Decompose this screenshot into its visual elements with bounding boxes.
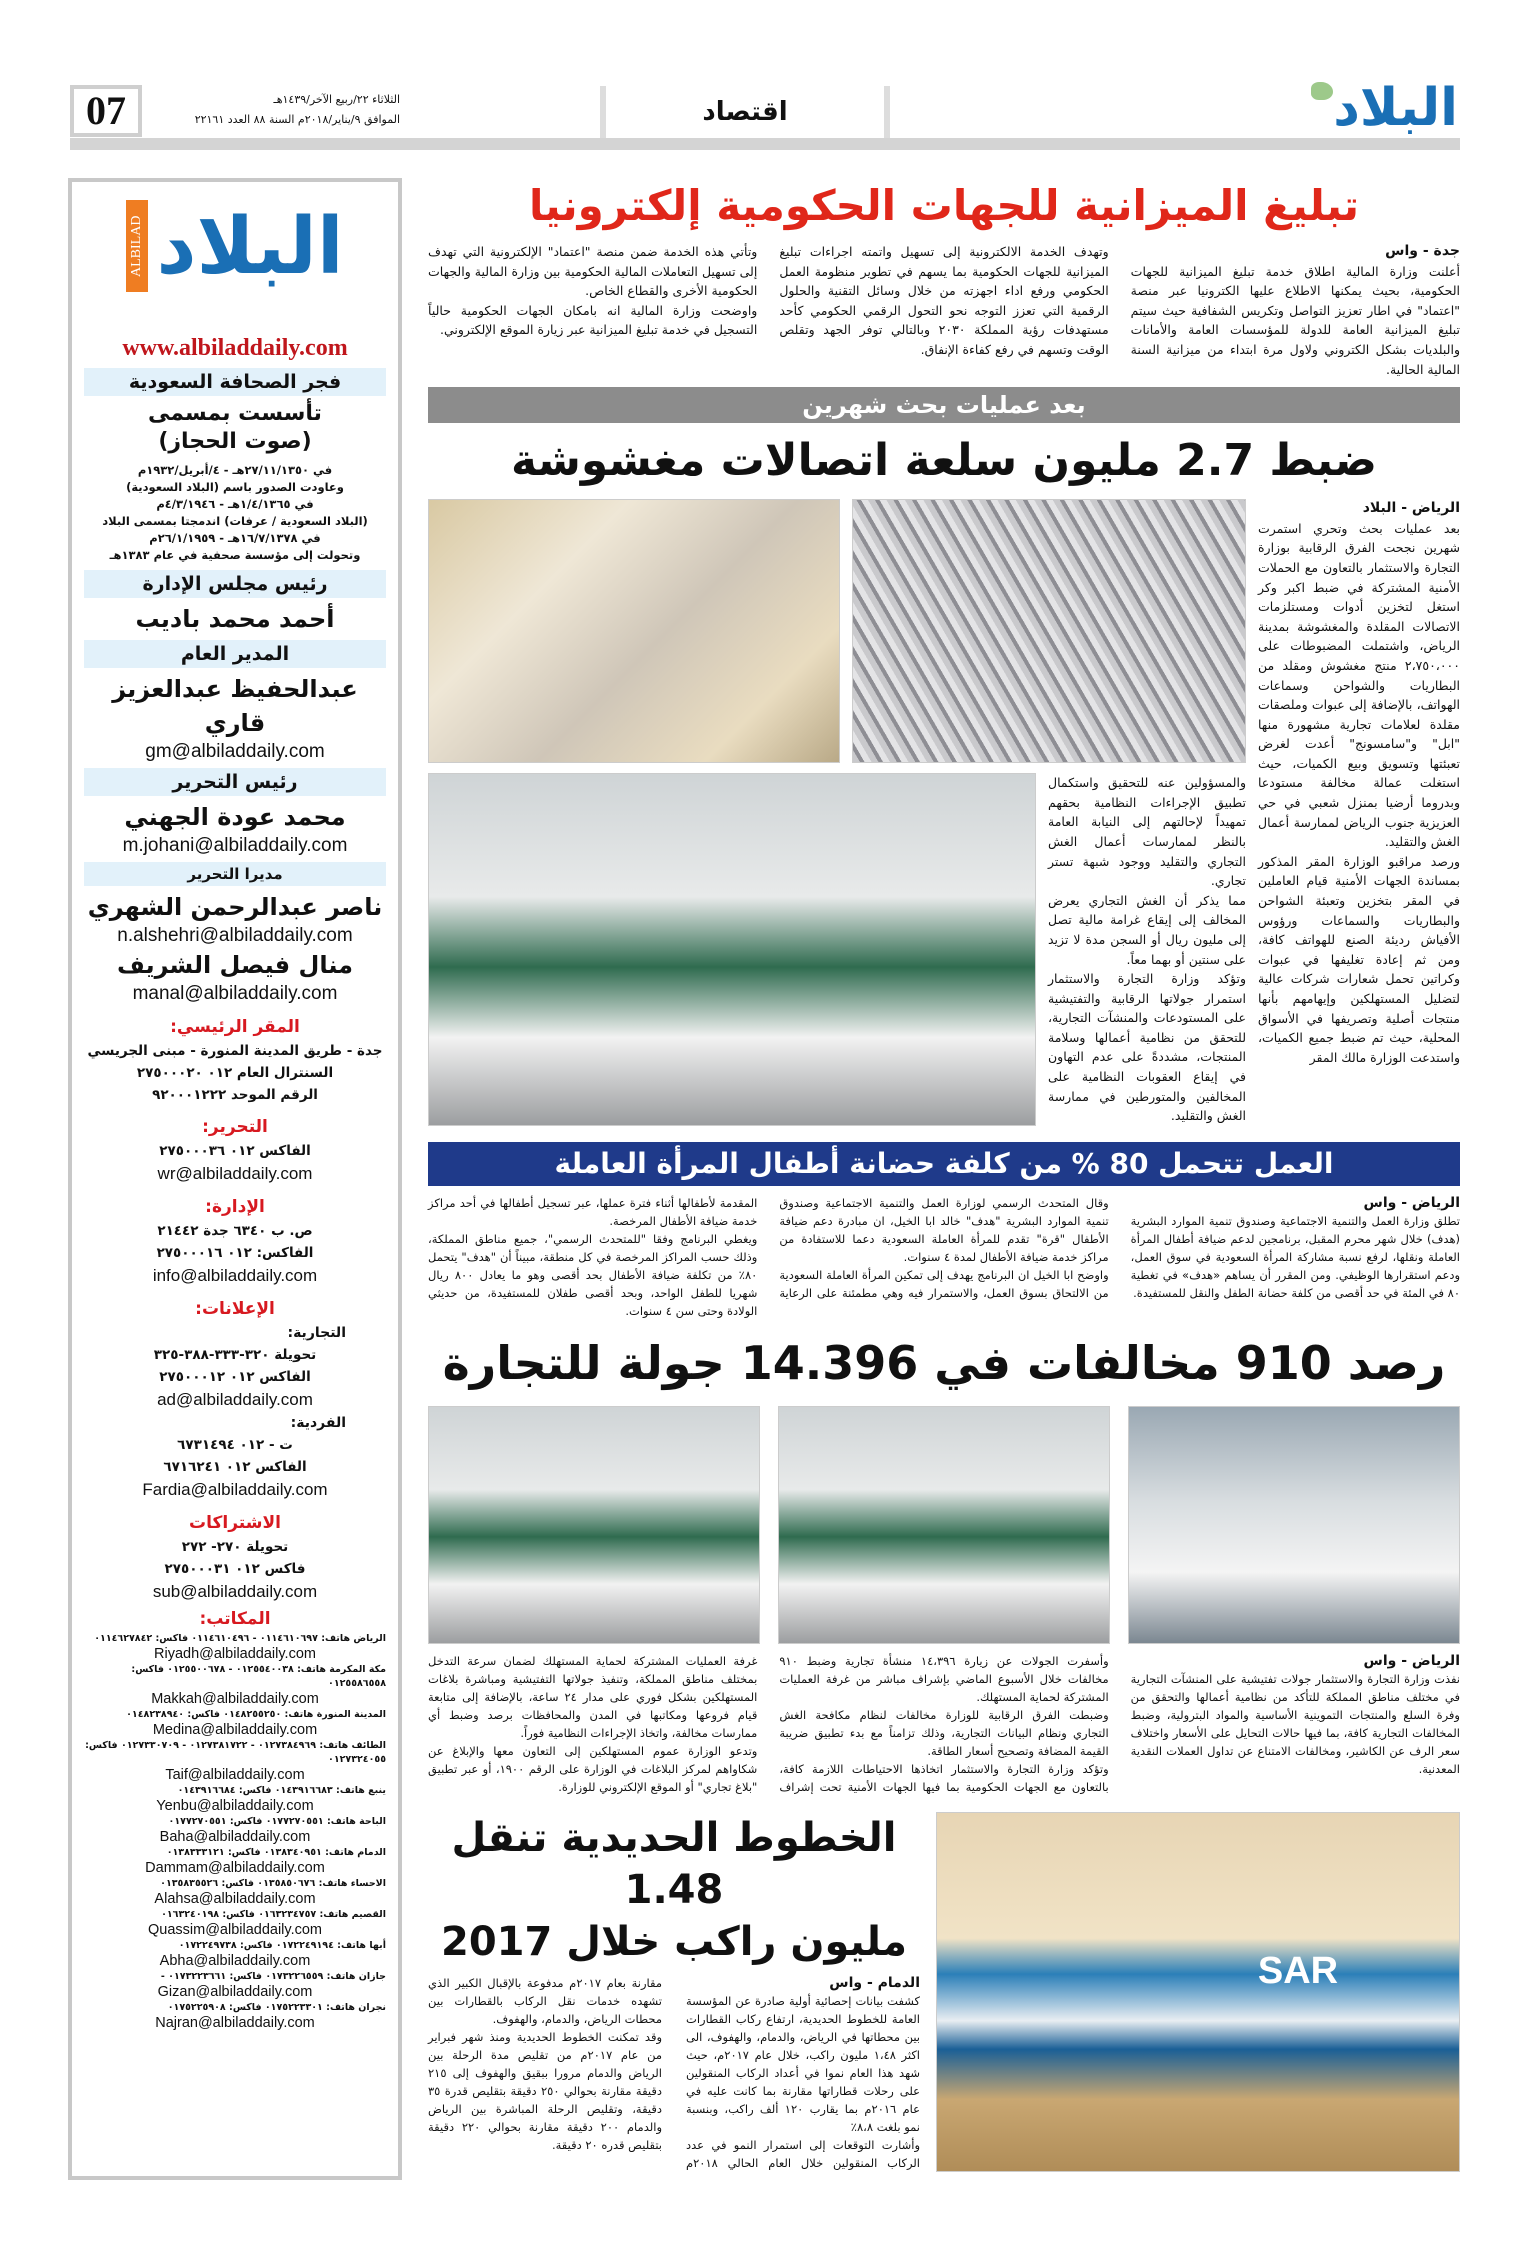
photo-counterfeit-boxes: [428, 499, 840, 763]
article2-col2: [1048, 773, 1246, 1126]
article4-body: [428, 1652, 1460, 1796]
subscriptions-label: الاشتراكات: [189, 1513, 281, 1533]
photo-counterfeit-cables: [852, 499, 1246, 763]
hq-central: السنترال العام ٠١٢ ٢٧٥٠٠٠٢٠: [136, 1065, 334, 1081]
paragraph: والمسؤولين عنه للتحقيق واستكمال تطبيق الإجراءات النظامية بحقهم تمهيداً لإحالتهم إلى النيابة العامة بالنظر لممارسات أعمال الغش التجاري والتقليد ووجود شبهة تستر تجاري.: [1048, 775, 1246, 889]
editorial-label: التحرير:: [202, 1117, 268, 1137]
office-phones: الرياض هاتف: ٠١١٤٦١٠٦٩٧ - ٠١١٤٦١٠٤٩٦ فاكس: ٠١١٤٦٢٧٨٤٢: [94, 1633, 386, 1644]
managing-editor-name: منال فيصل الشريف: [117, 951, 353, 979]
article2-dateline: الرياض - البلاد: [1362, 500, 1460, 517]
admin-label: الإدارة:: [205, 1197, 265, 1217]
founded-name: (صوت الحجاز): [158, 429, 312, 454]
paragraph: كشفت بيانات إحصائية أولية صادرة عن المؤسسة العامة للخطوط الحديدية، ارتفاع ركاب القطارات بين محطاتها في الرياض، والدمام، والهفوف، الى اكثر ١،٤٨ مليون راكب، خلال عام ٢٠١٧م، حيث شهد هذا العام نموا في أعداد الركاب المنقولين على رحلات قطاراتها مقارنة بما كانت عليه في عام ٢٠١٦م بما يقارب ١٢٠ ألف راكب، وبنسبة نمو بلغت ٨،٨٪: [686, 1993, 921, 2134]
history-line: وتحولت إلى مؤسسة صحفية في عام ١٣٨٣هـ: [109, 548, 361, 562]
paragraph: وضبطت الفرق الرقابية للوزارة مخالفات لنظام مكافحة الغش التجاري ونظام البيانات التجارية، وذلك تزامناً مع بدء تطبيق ضريبة القيمة المضافة وتصحيح أسعار الطاقة.: [779, 1707, 1109, 1758]
office-phones: الاحساء هاتف: ٠١٣٥٨٥٠٦٧٦ فاكس: ٠١٣٥٨٣٥٥٢٦: [160, 1878, 386, 1889]
office-phones: القصيم هاتف: ٠١٦٣٢٣٤٧٥٧ فاكس: ٠١٦٣٢٤٠١٩٨: [161, 1909, 386, 1920]
office-email[interactable]: Medina@albiladdaily.com: [152, 1722, 318, 1738]
office-phones: مكة المكرمة هاتف: ٠١٢٥٥٤٠٠٣٨ - ٠١٢٥٥٠٠٦٧٨ فاكس: ٠١٢٥٥٨٦٥٥٨: [131, 1664, 386, 1689]
article1-headline: تبليغ الميزانية للجهات الحكومية إلكترونيا: [528, 181, 1360, 230]
admin-fax: الفاكس: ٠١٢ ٢٧٥٠٠٠١٦: [156, 1245, 314, 1261]
ads-ext: تحويلة ٣٢٠-٣٣٣-٣٨٨-٣٢٥: [153, 1347, 317, 1363]
chairman-name: أحمد محمد باديب: [135, 605, 335, 633]
individual-email[interactable]: Fardia@albiladdaily.com: [142, 1480, 328, 1499]
managing-editor-email[interactable]: n.alshehri@albiladdaily.com: [117, 925, 353, 946]
article2-kicker: بعد عمليات بحث شهرين: [428, 387, 1460, 423]
article2-block: [428, 499, 1460, 1126]
sidebar-logo-text: البلاد: [156, 202, 344, 292]
offices-list: [84, 1632, 386, 2032]
office-email[interactable]: Riyadh@albiladdaily.com: [154, 1646, 316, 1662]
office-phones: جازان هاتف: ٠١٧٣٢٢٦٥٥٩ فاكس: ٠١٧٣٢٢٣٦٦١ -: [160, 1971, 386, 1982]
editor-label: رئيس التحرير: [84, 768, 386, 796]
article5-text: [428, 1812, 920, 2172]
article3-headline: العمل تتحمل 80 % من كلفة حضانة أطفال المرأة العاملة: [428, 1142, 1460, 1186]
subscriptions-fax: فاكس ٠١٢ ٢٧٥٠٠٠٣١: [164, 1561, 306, 1577]
chairman-label: رئيس مجلس الإدارة: [84, 570, 386, 598]
editor-email[interactable]: m.johani@albiladdaily.com: [122, 835, 348, 856]
hq-label: المقر الرئيسي:: [170, 1017, 300, 1037]
paragraph: وتؤكد وزارة التجارة والاستثمار استمرار جولاتها الرقابية والتفتيشية على المستودعات والمنشآت التجارية، للتحقق من نظامية أعمالها وسلامة المنتجات، مشددةً على عدم التهاون في إيقاع العقوبات النظامية على المخالفين والمتورطين في ممارسة الغش والتقليد.: [1048, 971, 1246, 1124]
sidebar-logo-latin: ALBILAD: [126, 200, 148, 292]
office-email[interactable]: Quassim@albiladdaily.com: [147, 1922, 322, 1938]
article3-dateline: الرياض - واس: [1363, 1194, 1460, 1211]
managing-editor-email[interactable]: manal@albiladdaily.com: [132, 983, 338, 1004]
ads-fax: الفاكس ٠١٢ ٢٧٥٠٠٠١٢: [159, 1369, 311, 1385]
article5-block: [428, 1812, 1460, 2172]
office-phones: ينبع هاتف: ٠١٤٣٩١٦٦٨٣ فاكس: ٠١٤٣٩١٦٦٨٤: [177, 1785, 386, 1796]
photo-train: [936, 1812, 1460, 2172]
gm-name: عبدالحفيظ عبدالعزيز قاري: [112, 675, 358, 737]
paragraph: وأشارت التوقعات إلى استمرار النمو في عدد الركاب المنقولين خلال العام الحالي ٢٠١٨م مقارنة بعام ٢٠١٧م مدفوعة بالإقبال الكبير الذي تشهده خدمات نقل الركاب بالقطارات بين محطات الرياض، والدمام، والهفوف.: [428, 1975, 920, 2170]
offices-label: المكاتب:: [199, 1609, 271, 1629]
editorial-email[interactable]: wr@albiladdaily.com: [157, 1164, 313, 1183]
paragraph: وأسفرت الجولات عن زيارة ١٤،٣٩٦ منشأة تجارية وضبط ٩١٠ مخالفات خلال الأسبوع الماضي بإشراف مباشر من غرفة العمليات المشتركة لحماية المستهلك.: [779, 1653, 1109, 1704]
photo-inspectors: [428, 773, 1036, 1126]
paragraph: وتهدف الخدمة الالكترونية إلى تسهيل واتمته اجراءات تبليغ الميزانية للجهات الحكومية بما يسهم في تطوير منظومة العمل الحكومي ورفع اداء اجهزته من خلال وسائل التقنية والحلول الرقمية التي تعزز التوجه نحو التحول الرقمي الحكومي كأحد مستهدفات رؤية المملكة ٢٠٣٠ وبالتالي توفر الجهد وتقلص الوقت وتسهم في رفع كفاءة الإنفاق.: [779, 244, 1109, 357]
paragraph: مما يذكر أن الغش التجاري يعرض المخالف إلى إيقاع غرامة مالية تصل إلى مليون ريال أو السجن مدة لا تزيد على سنتين أو بهما معاً.: [1048, 892, 1246, 967]
paragraph: وقال المتحدث الرسمي لوزارة العمل والتنمية الاجتماعية وصندوق تنمية الموارد البشرية "هدف" خالد ابا الخيل، ان مبادرة دعم ضيافة الأطفال "قرة" تقدم للمرأة العاملة السعودية دعما للاستفادة من مراكز خدمة ضيافة الأطفال لمدة ٤ سنوات.: [779, 1195, 1109, 1264]
article2-col1: [1258, 499, 1460, 1126]
train-logo: SAR: [1257, 1950, 1339, 1993]
ads-label: الإعلانات:: [195, 1299, 275, 1319]
article2-media: [428, 499, 1246, 1126]
saudi-map-icon: [1311, 82, 1333, 100]
section-title: اقتصاد: [600, 86, 890, 138]
paragraph: واوضح ابا الخيل ان البرنامج يهدف إلى تمكين المرأة العاملة السعودية من الالتحاق بسوق العمل، والاستمرار فيه وهي مطمئنة على الرعاية المقدمة لأطفالها أثناء فترة عملها، عبر تسجيل أطفالها في أحد مراكز خدمة ضيافة الأطفال المرخصة.: [428, 1195, 1109, 1300]
managing-editors-label: مديرا التحرير: [84, 862, 386, 886]
admin-email[interactable]: info@albiladdaily.com: [152, 1266, 318, 1285]
website-link[interactable]: www.albiladdaily.com: [122, 335, 348, 361]
paragraph: واوضحت وزارة المالية انه بامكان الجهات الحكومية حالياً التسجيل في خدمة تبليغ الميزانية عبر زيارة الموقع الإلكتروني.: [428, 302, 758, 338]
paragraph: وتؤكد وزارة التجارة والاستثمار اتخاذها الاحتياطات اللازمة كافة، بالتعاون مع الجهات الحكومية بما فيها الجهات الأمنية تحت إشراف غرفة العمليات المشتركة لحماية المستهلك لضمان سرعة التدخل بمختلف مناطق المملكة، وتنفيذ جولاتها التفتيشية ومباشرة بلاغات المستهلكين بشكل فوري على مدار ٢٤ ساعة، بالإضافة إلى متابعة قيام فروعها ومكاتبها في المدن والمحافظات برصد وضبط أي ممارسات مخالفة، واتخاذ الإجراءات النظامية فوراً.: [428, 1653, 1109, 1794]
article1-body: [428, 242, 1460, 379]
individual-fax: الفاكس ٠١٢ ٦٧١٦٢٤١: [163, 1459, 307, 1475]
office-email[interactable]: Abha@albiladdaily.com: [159, 1953, 311, 1969]
office-email[interactable]: Najran@albiladdaily.com: [155, 2015, 315, 2031]
admin-po: ص. ب ٦٣٤٠ جدة ٢١٤٤٢: [157, 1223, 313, 1239]
office-phones: أبها هاتف: ٠١٧٢٢٤٩١٩٤ فاكس: ٠١٧٢٢٤٩٧٣٨: [178, 1940, 386, 1951]
history-line: في ٢٧/١١/١٣٥٠هـ - ٤/أبريل/١٩٣٢م: [137, 463, 333, 477]
article2-headline: ضبط 2.7 مليون سلعة اتصالات مغشوشة: [510, 435, 1378, 487]
photo-inspection-shop: [428, 1406, 760, 1644]
paragraph: نفذت وزارة التجارة والاستثمار جولات تفتيشية على المنشآت التجارية في مختلف مناطق المملكة للتأكد من نظامية أعمالها والتحقق من وفرة السلع والمنتجات التموينية الأساسية والمواد البترولية، وضبط المخالفات التجارية كافة، بما فيها حالات التحايل على الأسعار واختلاف سعر الرف عن الكاشير، ومخالفات الامتناع عن تداول العملات النقدية المعدنية.: [1130, 1671, 1460, 1776]
paragraph: بعد عمليات بحث وتحري استمرت شهرين نجحت الفرق الرقابية بوزارة التجارة والاستثمار بالتعاون مع الحملات الأمنية المشتركة في ضبط اكبر وكر استغل لتخزين أدوات ومستلزمات الاتصالات المقلدة والمغشوشة بمدينة الرياض، واشتملت المضبوطات على ٢،٧٥٠،٠٠٠ منتج مغشوش ومقلد من البطاريات والشواحن وسماعات الهواتف، بالإضافة إلى عبوات وملصقات مقلدة لعلامات تجارية مشهورة منها "ابل" و"سامسونج" أعدت لغرض تعبئتها وتسويق وبيع الكميات، حيث استغلت عمالة مخالفة مستودعا وبدروما أرضيا بمنزل شعبي في حي العزيزية جنوب الرياض لممارسة أعمال الغش والتقليد.: [1258, 520, 1460, 850]
ads-email[interactable]: ad@albiladdaily.com: [157, 1390, 313, 1409]
date-gregorian-issue: الموافق ٩/يناير/٢٠١٨م السنة ٨٨ العدد ٢٢١٦١: [194, 113, 400, 126]
masthead-sidebar: [68, 178, 402, 2180]
office-email[interactable]: Dammam@albiladdaily.com: [145, 1860, 325, 1876]
history-line: (البلاد السعودية / عرفات) اندمجتا بمسمى البلاد: [102, 514, 368, 528]
office-email[interactable]: Taif@albiladdaily.com: [165, 1767, 305, 1783]
individual-tel: ت - ٠١٢ ٦٧٣١٤٩٤: [177, 1437, 293, 1453]
date-hijri: الثلاثاء ٢٢/ربيع الآخر/١٤٣٩هـ: [273, 93, 400, 106]
ads-commercial-label: التجارية:: [287, 1325, 346, 1341]
issue-date: [150, 90, 400, 130]
paragraph: وتدعو الوزارة عموم المستهلكين إلى التعاون معها والإبلاغ عن شكاواهم لمركز البلاغات في الوزارة على الرقم ١٩٠٠، أو عبر تطبيق "بلاغ تجاري" أو الموقع الإلكتروني للوزارة.: [428, 1743, 758, 1794]
headline-line: مليون راكب خلال 2017: [441, 1918, 907, 1965]
article5-headline: [428, 1812, 920, 1968]
founded-title: تأسست بمسمى: [148, 401, 322, 426]
office-phones: الدمام هاتف: ٠١٣٨٣٤٠٩٥١ فاكس: ٠١٣٨٣٣٣١٢١: [166, 1847, 386, 1858]
article4-dateline: الرياض - واس: [1363, 1652, 1460, 1669]
main-content: [428, 178, 1460, 2172]
ads-individual-label: الفردية:: [290, 1415, 346, 1431]
paragraph: ورصد مراقبو الوزارة المقر المذكور بمساندة الجهات الأمنية قيام العاملين في المقر بتخزين وتعبئة الشواحن والبطاريات والسماعات ورؤوس الأفياش رديئة الصنع للهواتف كافة، ومن ثم إعادة تغليفها في عبوات وكراتين تحمل شعارات شركات عالية لتضليل المستهلكين وإيهامهم بأنها منتجات أصلية وتصريفها في الأسواق المحلية، حيث تم ضبط جميع الكميات، واستدعت الوزارة مالك المقر: [1258, 853, 1460, 1065]
article1-dateline: جدة - واس: [1385, 243, 1460, 259]
paragraph: ويغطي البرنامج وفقا "للمتحدث الرسمي"، جميع مناطق المملكة، وذلك حسب المراكز المرخصة في كل منطقة، مبيناً أن "هدف" يتحمل ٨٠٪ من تكلفة ضيافة الأطفال بحد أقصى وهو ما يعادل ٨٠٠ ريال شهريا للطفل الواحد، وبحد أقصى طفلان للمستفيدة، من حديثي الولادة وحتى سن ٤ سنوات.: [428, 1231, 758, 1318]
article4-headline: رصد 910 مخالفات في 14.396 جولة للتجارة: [442, 1335, 1446, 1390]
article4-photos: [428, 1406, 1460, 1644]
managing-editor-name: ناصر عبدالرحمن الشهري: [87, 893, 383, 921]
sidebar-logo: [84, 192, 386, 327]
masthead-logo: [1311, 78, 1458, 138]
header-rule: [70, 138, 1460, 150]
photo-inspection-mall: [778, 1406, 1110, 1644]
subscriptions-ext: تحويلة ٢٧٠- ٢٧٢: [181, 1539, 289, 1555]
article5-dateline: الدمام - واس: [829, 1974, 920, 1991]
editorial-fax: الفاكس ٠١٢ ٢٧٥٠٠٠٣٦: [159, 1143, 311, 1159]
gm-email[interactable]: gm@albiladdaily.com: [145, 741, 325, 762]
office-email[interactable]: Gizan@albiladdaily.com: [157, 1984, 313, 2000]
slogan: فجر الصحافة السعودية: [84, 368, 386, 396]
office-email[interactable]: Baha@albiladdaily.com: [159, 1829, 311, 1845]
history: [84, 462, 386, 564]
hq-unified: الرقم الموحد ٩٢٠٠٠١٢٢٢: [152, 1087, 318, 1103]
history-line: وعاودت الصدور باسم (البلاد السعودية): [126, 480, 344, 494]
office-phones: الباحة هاتف: ٠١٧٧٢٧٠٥٥١ فاكس: ٠١٧٧٢٧٠٥٥١: [168, 1816, 386, 1827]
paragraph: وقد تمكنت الخطوط الحديدية ومنذ شهر فبراير من عام ٢٠١٧م من تقليص مدة الرحلة بين الرياض والدمام مرورا ببقيق والهفوف إلى ٢١٥ دقيقة مقارنة بحوالي ٢٥٠ دقيقة بتقليص قدرة ٣٥ دقيقة، وتقليص الرحلة المباشرة بين الرياض والدمام ٢٠٠ دقيقة مقارنة بحوالي ٢٢٠ دقيقة بتقليص قدره ٢٠ دقيقة.: [428, 2029, 663, 2152]
office-email[interactable]: Makkah@albiladdaily.com: [151, 1691, 319, 1707]
headline-line: الخطوط الحديدية تنقل 1.48: [451, 1814, 897, 1913]
subscriptions-email[interactable]: sub@albiladdaily.com: [152, 1582, 318, 1601]
photo-store-cars: [1128, 1406, 1460, 1644]
article3-body: [428, 1194, 1460, 1320]
page-number: 07: [70, 85, 142, 137]
paragraph: أعلنت وزارة المالية اطلاق خدمة تبليغ الميزانية للجهات الحكومية، بحيث يمكنها الاطلاع عليها الكترونيا عبر منصة "اعتماد" في اطار تعزيز التواصل وتكريس الشفافية حيث سيتم تبليغ الميزانية العامة للدولة للمؤسسات العامة والأمانات والبلديات بشكل الكتروني ولاول مرة ابتداء من ميزانية السنة المالية الحالية.: [1130, 263, 1460, 377]
office-email[interactable]: Yenbu@albiladdaily.com: [156, 1798, 314, 1814]
office-phones: المدينة المنورة هاتف: ٠١٤٨٢٥٥٢٥٠ فاكس: ٠١٤٨٢٣٨٩٤٠: [126, 1709, 386, 1720]
gm-label: المدير العام: [84, 640, 386, 668]
history-line: في ١/٤/١٣٦٥هـ - ٤/٣/١٩٤٦م: [156, 497, 314, 511]
logo-text: البلاد: [1333, 78, 1458, 138]
paragraph: تطلق وزارة العمل والتنمية الاجتماعية وصندوق تنمية الموارد البشرية (هدف) خلال شهر محرم المقبل، برنامجين لدعم ضيافة أطفال المرأة العاملة ونقلها، لرفع نسبة مشاركة المرأة السعودية في سوق العمل، ودعم استقرارها الوظيفي. ومن المقرر أن يساهم «هدف» في تغطية ٨٠ في المئة في حد أقصى من كلفة حضانة الطفل والنقل للمستفيدة.: [1130, 1213, 1460, 1300]
history-line: في ١٦/٧/١٣٧٨هـ - ٢٦/١/١٩٥٩م: [149, 531, 321, 545]
editor-name: محمد عودة الجهني: [124, 803, 346, 831]
article5-body: [428, 1974, 920, 2172]
office-phones: الطائف هاتف: ٠١٢٧٣٨٤٩٦٩ - ٠١٢٧٣٨١٧٢٢ - ٠١٢٧٣٣٠٧٠٩ فاكس: ٠١٢٧٣٢٤٠٥٥: [85, 1740, 386, 1765]
paragraph: وتأتي هذه الخدمة ضمن منصة "اعتماد" الإلكترونية التي تهدف إلى تسهيل التعاملات المالية الحكومية بين وزارة المالية والجهات الحكومية الأخرى والقطاع الخاص.: [428, 244, 758, 299]
office-phones: نجران هاتف: ٠١٧٥٢٢٣٣٠١ فاكس: ٠١٧٥٢٢٥٩٠٨: [167, 2002, 386, 2013]
hq-address: جدة - طريق المدينة المنورة - مبنى الجريسي: [87, 1043, 383, 1059]
office-email[interactable]: Alahsa@albiladdaily.com: [154, 1891, 316, 1907]
